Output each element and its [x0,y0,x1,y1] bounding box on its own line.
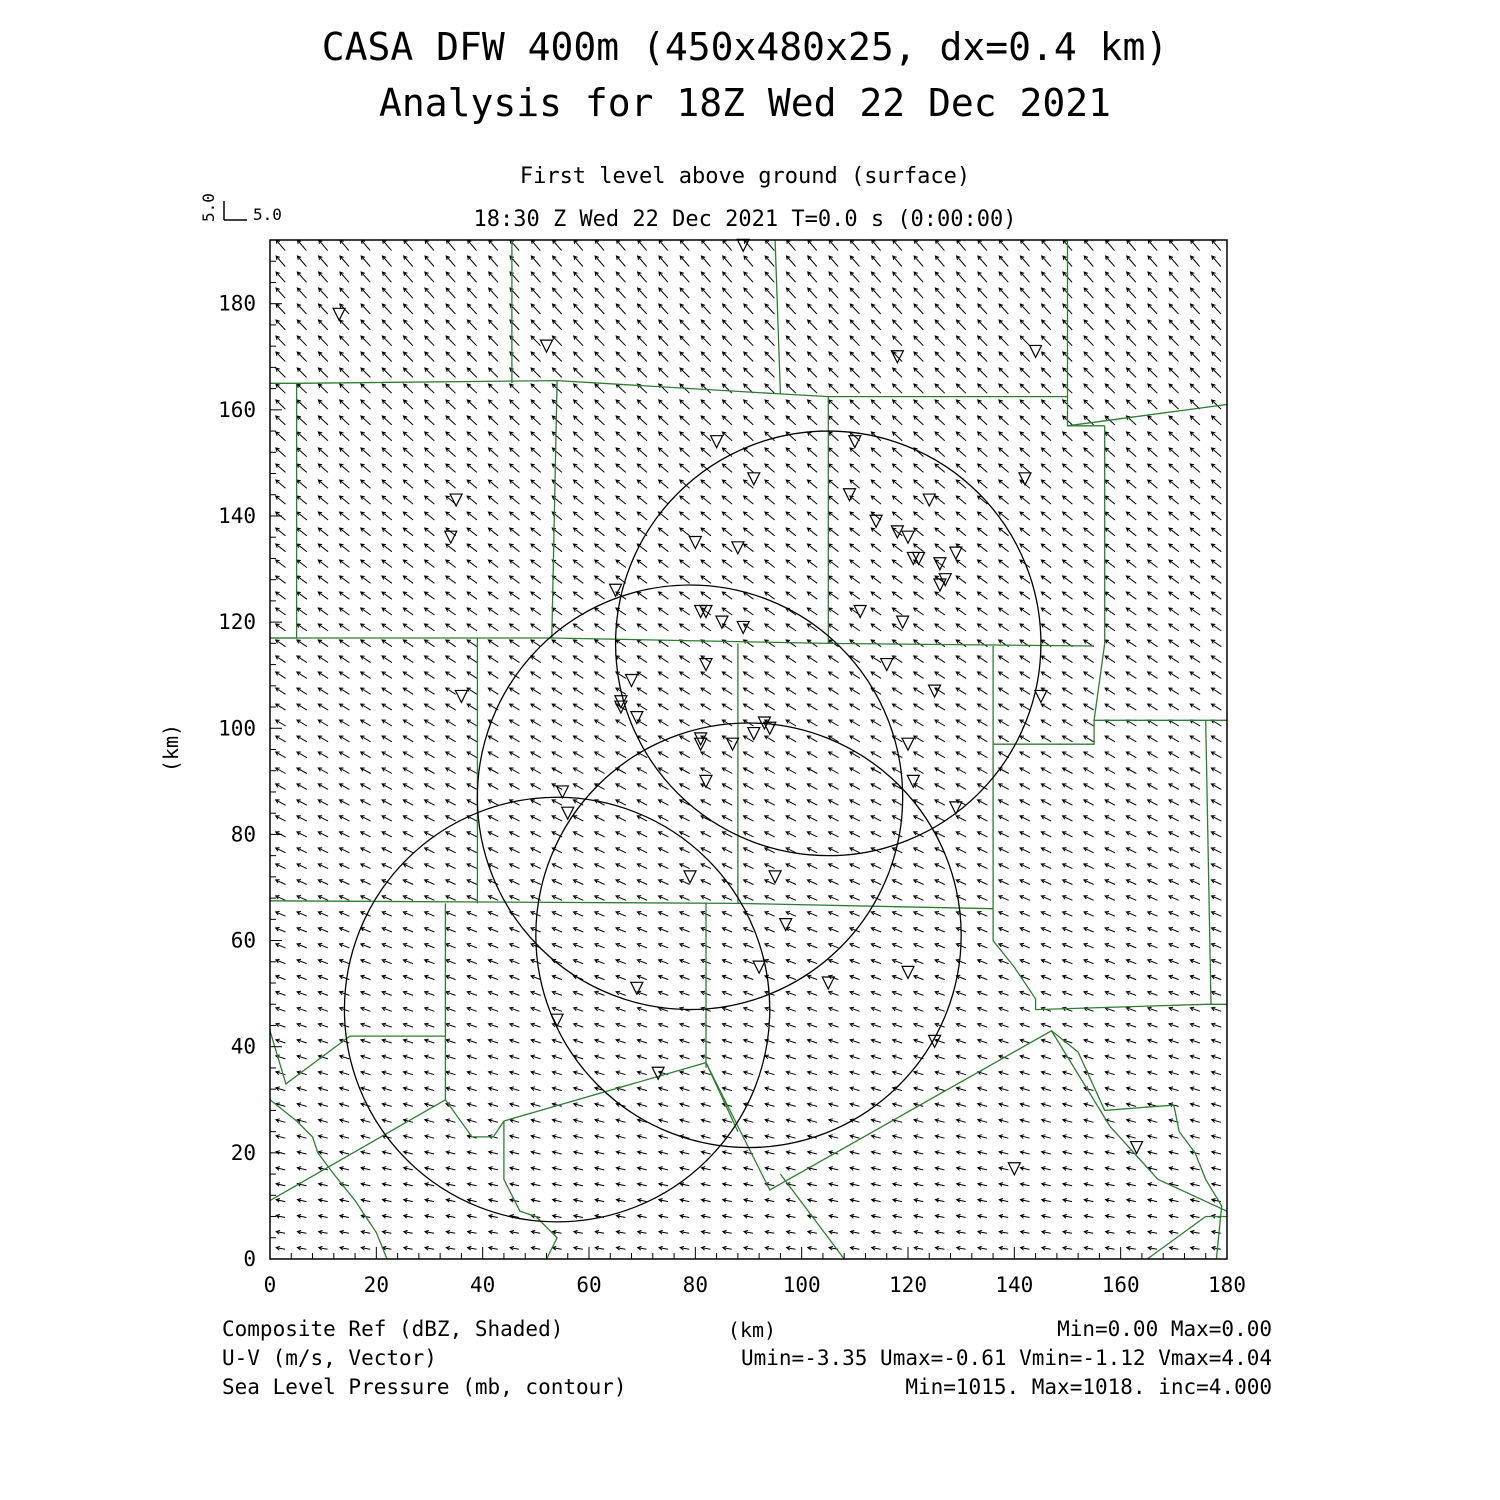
station-marker [455,690,467,702]
station-marker [732,542,744,554]
station-marker [1030,345,1042,357]
station-marker [737,621,749,633]
footer-slp-range: Min=1015. Max=1018. inc=4.000 [905,1375,1272,1399]
x-tick-label: 0 [263,1273,277,1297]
y-tick-label: 160 [218,397,256,422]
footer-slp-label: Sea Level Pressure (mb, contour) [222,1375,627,1399]
level-subtitle: First level above ground (surface) [519,164,971,189]
y-tick-label: 60 [230,928,256,953]
county-boundary-line [552,381,557,638]
plot-area [218,239,1246,1297]
y-tick-label: 180 [218,291,256,316]
station-marker [684,871,696,883]
y-tick-label: 20 [230,1140,256,1165]
y-tick-label: 120 [218,610,256,635]
y-axis-label: (km) [159,723,183,773]
y-tick-label: 0 [243,1247,256,1271]
station-marker [1008,1163,1020,1175]
county-boundary-line [1206,720,1211,1004]
x-tick-label: 120 [889,1273,927,1297]
y-tick-label: 140 [218,503,256,528]
station-marker [929,685,941,697]
station-marker [849,436,861,448]
station-marker [450,494,462,506]
y-tick-label: 80 [230,822,256,847]
station-marker [854,606,866,618]
station-marker [711,436,723,448]
station-marker [897,616,909,628]
county-boundary-line [1094,643,1227,720]
station-marker [626,675,638,687]
x-tick-label: 160 [1101,1273,1140,1297]
vector-key-v-label: 5.0 [199,193,218,222]
footer-ref-range: Min=0.00 Max=0.00 [1057,1317,1272,1341]
station-marker [445,531,457,543]
station-marker [934,579,946,591]
county-boundary-line [1147,1217,1227,1260]
county-boundary-line [993,720,1094,744]
footer-uv-label: U-V (m/s, Vector) [222,1346,437,1370]
county-boundary-line [270,1100,387,1259]
station-marker [881,659,893,671]
x-tick-label: 80 [682,1273,708,1297]
station-marker [689,537,701,549]
county-boundaries [270,240,1227,1259]
title-line-1: CASA DFW 400m (450x480x25, dx=0.4 km) [321,25,1169,69]
x-axis-label: (km) [727,1318,777,1342]
x-tick-label: 20 [363,1273,389,1297]
vector-scale-key [199,193,282,224]
county-boundary-line [706,1063,738,1132]
station-marker [748,728,760,740]
station-marker [753,961,765,973]
station-marker [1035,690,1047,702]
station-marker [822,977,834,989]
station-marker [540,340,552,352]
county-boundary-line [775,240,780,394]
county-boundary-line [1052,1031,1222,1259]
station-marker [333,308,345,320]
county-boundary-line [504,1121,557,1259]
x-tick-label: 40 [470,1273,496,1297]
plot-frame [270,240,1227,1259]
station-marker [902,966,914,978]
y-axis-ticks [218,240,282,1271]
x-tick-label: 140 [995,1273,1034,1297]
station-marker [631,982,643,994]
station-marker [902,738,914,750]
title-block [322,25,1168,232]
station-marker [923,494,935,506]
x-tick-label: 60 [576,1273,602,1297]
station-marker [700,659,712,671]
county-boundary-line [270,383,297,638]
county-boundary-line [270,901,993,909]
x-tick-label: 100 [782,1273,821,1297]
station-marker [870,515,882,527]
vector-key-u-label: 5.0 [253,205,282,224]
x-tick-label: 180 [1208,1273,1246,1297]
station-marker [902,531,914,543]
y-tick-label: 40 [230,1034,256,1059]
station-marker [748,473,760,485]
y-tick-label: 100 [218,716,256,741]
station-marker [950,547,962,559]
county-boundary-line [297,381,1068,397]
station-marker [780,919,792,931]
footer-ref-label: Composite Ref (dBZ, Shaded) [222,1317,564,1341]
county-boundary-line [270,1031,445,1084]
title-line-2: Analysis for 18Z Wed 22 Dec 2021 [378,81,1112,125]
station-marker [769,871,781,883]
footer-uv-range: Umin=-3.35 Umax=-0.61 Vmin=-1.12 Vmax=4.04 [740,1346,1272,1370]
x-axis-ticks [264,1247,1246,1297]
time-subtitle: 18:30 Z Wed 22 Dec 2021 T=0.0 s (0:00:00) [473,207,1017,232]
station-marker [950,802,962,814]
